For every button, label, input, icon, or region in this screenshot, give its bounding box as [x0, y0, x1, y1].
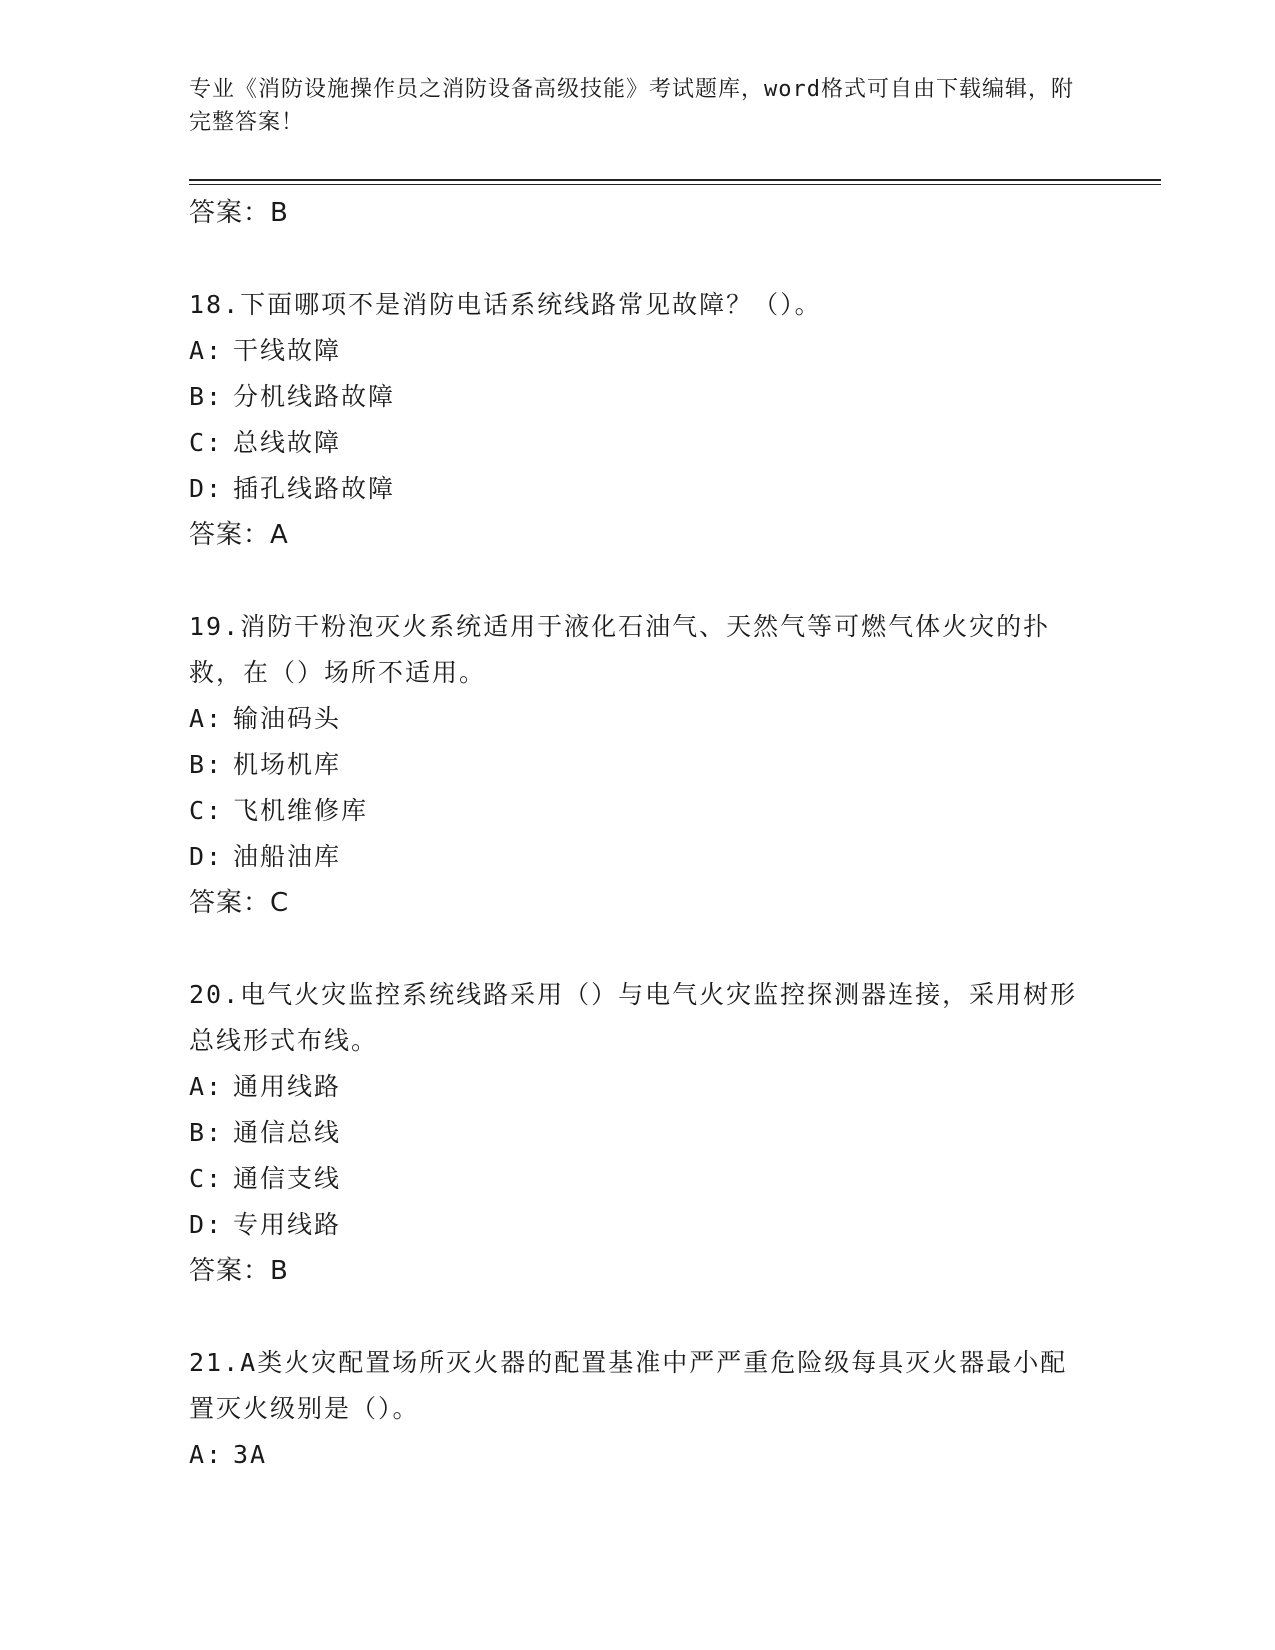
option-d — [189, 834, 1089, 880]
answer-line: 答案：B — [189, 1256, 289, 1286]
option-text: 3A — [233, 1440, 268, 1469]
option-text: 油船油库 — [233, 842, 342, 871]
question-list — [189, 190, 1089, 1478]
spacer — [189, 558, 1089, 604]
document-header: 专业《消防设施操作员之消防设备高级技能》考试题库，word格式可自由下载编辑，附完整答案！ — [189, 77, 1074, 135]
answer-line: 答案：B — [189, 198, 289, 228]
question-stem: 18.下面哪项不是消防电话系统线路常见故障？（）。 — [189, 290, 822, 319]
option-text: 干线故障 — [233, 336, 342, 365]
option-a — [189, 1064, 1089, 1110]
question-stem: 19.消防干粉泡灭火系统适用于液化石油气、天然气等可燃气体火灾的扑救，在（）场所不适用。 — [189, 612, 1051, 687]
option-c — [189, 1156, 1089, 1202]
option-key: D: — [189, 1210, 224, 1239]
option-text: 通用线路 — [233, 1072, 342, 1101]
option-key: D: — [189, 842, 224, 871]
option-key: B: — [189, 382, 224, 411]
option-key: C: — [189, 796, 224, 825]
option-text: 输油码头 — [233, 704, 342, 733]
option-key: A: — [189, 1072, 224, 1101]
option-text: 通信总线 — [233, 1118, 342, 1147]
option-d — [189, 1202, 1089, 1248]
option-key: A: — [189, 336, 224, 365]
answer-line: 答案：C — [189, 888, 290, 918]
option-a — [189, 328, 1089, 374]
option-text: 机场机库 — [233, 750, 342, 779]
option-text: 专用线路 — [233, 1210, 342, 1239]
option-b — [189, 374, 1089, 420]
header-divider-thick — [189, 179, 1161, 181]
option-text: 通信支线 — [233, 1164, 342, 1193]
question-block — [189, 1340, 1089, 1478]
header-divider-thin — [189, 184, 1161, 185]
option-c — [189, 788, 1089, 834]
question-stem: 21.A类火灾配置场所灭火器的配置基准中严严重危险级每具灭火器最小配置灭火级别是（）。 — [189, 1348, 1068, 1423]
option-d — [189, 466, 1089, 512]
option-text: 插孔线路故障 — [233, 474, 396, 503]
option-b — [189, 1110, 1089, 1156]
option-b — [189, 742, 1089, 788]
question-stem: 20.电气火灾监控系统线路采用（）与电气火灾监控探测器连接，采用树形总线形式布线。 — [189, 980, 1078, 1055]
option-key: B: — [189, 750, 224, 779]
question-block — [189, 282, 1089, 558]
option-key: C: — [189, 1164, 224, 1193]
option-key: D: — [189, 474, 224, 503]
option-a — [189, 696, 1089, 742]
question-block — [189, 604, 1089, 926]
option-c — [189, 420, 1089, 466]
spacer — [189, 1294, 1089, 1340]
option-key: A: — [189, 704, 224, 733]
option-key: B: — [189, 1118, 224, 1147]
option-a — [189, 1432, 1089, 1478]
option-key: C: — [189, 428, 224, 457]
option-text: 总线故障 — [233, 428, 342, 457]
option-text: 飞机维修库 — [233, 796, 369, 825]
answer-line: 答案：A — [189, 520, 289, 550]
spacer — [189, 926, 1089, 972]
spacer — [189, 236, 1089, 282]
question-block — [189, 972, 1089, 1294]
option-key: A: — [189, 1440, 224, 1469]
option-text: 分机线路故障 — [233, 382, 396, 411]
